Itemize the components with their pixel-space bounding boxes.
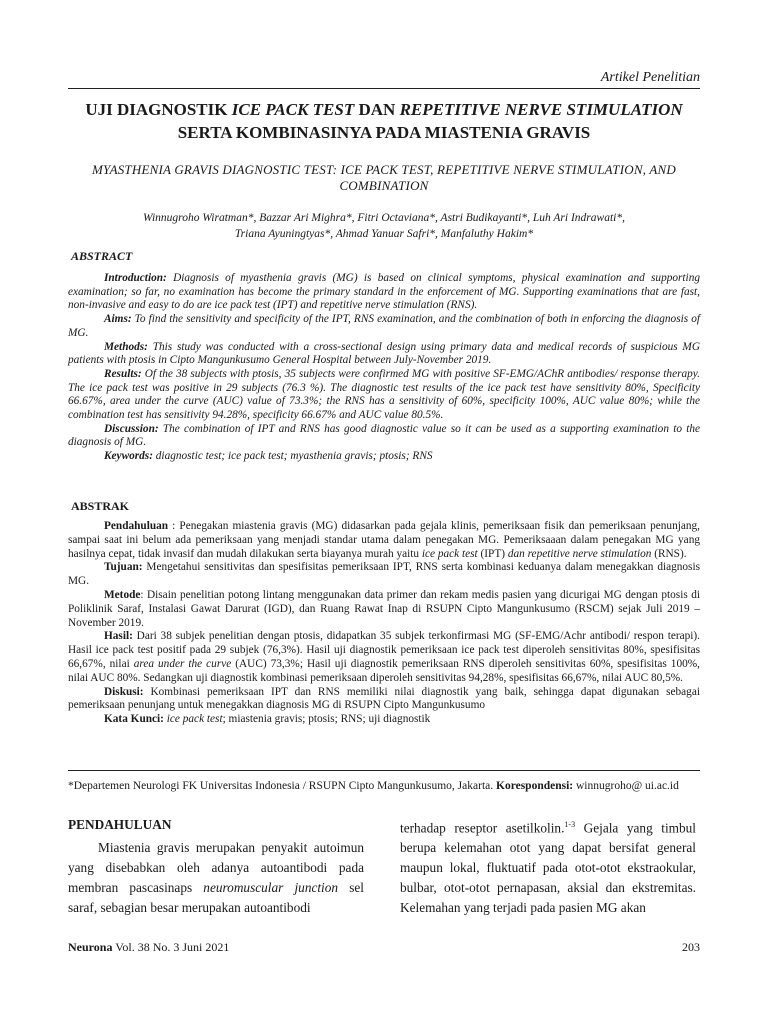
abstrak-kata-kunci: Kata Kunci: ice pack test; miastenia gravis; ptosis; RNS; uji diagnostik — [104, 713, 431, 726]
abstrak-hasil: Hasil: Dari 38 subjek penelitian dengan ptosis, didapatkan 35 subjek terkonfirmasi MG (SF-EMG/Achr antibodi/ respon terapi). Hasil ice pack test positif pada 29 subjek (76,3%). Hasil uji diagnostik pemeriksaan ice pack test diperoleh sensitivitas 80%, spesifisitas 66,67%, nilai area under the curve (AUC) 73,3%; Hasil uji diagnostik pemeriksaan RNS diperoleh sensitivitas 60%, spesifisitas 100%, nilai AUC 80%. Sedangkan uji diagnostik kombinasi pemeriksaan diperoleh sensitivitas 94,28%, spesifisitas 66,67%, nilai AUC 80,5%. — [68, 630, 700, 684]
abstract-discussion: Discussion: The combination of IPT and RNS has good diagnostic value so it can be used as a supporting examination to the diagnosis of MG. — [68, 422, 700, 449]
abstrak-tujuan: Tujuan: Mengetahui sensitivitas dan spesifisitas pemeriksaan IPT, RNS serta kombinasi keduanya dalam menegakkan diagnosis MG. — [68, 561, 700, 588]
article-type-label: Artikel Penelitian — [600, 70, 700, 85]
citation-superscript: 1-3 — [564, 820, 576, 829]
body-paragraph-left: Miastenia gravis merupakan penyakit autoimun yang disebabkan oleh adanya autoantibodi pada membran pascasinaps neuromuscular junction sel saraf, sebagian besar merupakan autoantibodi — [68, 840, 364, 915]
authors-line-2: Triana Ayuningtyas*, Ahmad Yanuar Safri*, Manfaluthy Hakim* — [234, 228, 534, 240]
page-number: 203 — [682, 940, 700, 954]
abstract-results: Results: Of the 38 subjects with ptosis, 35 subjects were confirmed MG with positive SF-EMG/AChR antibodies/ response therapy. The ice pack test was positive in 29 subjects (76.3 %). The diagnostic test results of the ice pack test have sensitivity 80%, Specificity 66.67%, area under the curve (AUC) value of 73.3%; the RNS has a sensitivity of 60%, specificity 100%, AUC value 80%; while the combination test has sensitivity 94.28%, specificity 66.67% and AUC value 80.5%. — [68, 367, 700, 422]
page-footer — [68, 940, 700, 955]
section-heading-pendahuluan: PENDAHULUAN — [68, 817, 172, 832]
journal-issue: Vol. 38 No. 3 Juni 2021 — [112, 940, 230, 954]
abstract-heading: ABSTRACT — [71, 249, 133, 263]
abstrak-indonesian — [68, 520, 700, 727]
body-column-left — [68, 815, 364, 918]
body-column-right — [400, 815, 696, 918]
abstrak-diskusi: Diskusi: Kombinasi pemeriksaan IPT dan RNS memiliki nilai diagnostik yang baik, sehingga dapat digunakan sebagai pemeriksaan penunjang untuk menegakkan diagnosis MG di RSUPN Cipto Mangunkusumo — [68, 685, 700, 712]
abstract-aims: Aims: To find the sensitivity and specificity of the IPT, RNS examination, and the combination of both in enforcing the diagnosis of MG. — [68, 313, 700, 339]
abstract-english — [68, 272, 700, 464]
journal-name: Neurona — [68, 940, 113, 954]
correspondence-email[interactable]: winnugroho@ ui.ac.id — [573, 780, 679, 792]
abstrak-heading: ABSTRAK — [71, 499, 130, 513]
author-list — [68, 210, 700, 242]
abstract-methods: Methods: This study was conducted with a cross-sectional design using primary data and medical records of suspicious MG patients with ptosis in Cipto Mangunkusumo General Hospital between July-November 2019. — [68, 340, 700, 367]
article-subtitle: MYASTHENIA GRAVIS DIAGNOSTIC TEST: ICE PACK TEST, REPETITIVE NERVE STIMULATION, AND COMBINATION — [92, 162, 676, 193]
body-paragraph-right: terhadap reseptor asetilkolin.$^{1-3}$ Gejala yang timbul berupa kelemahan otot yang dapat bersifat general maupun lokal, fluktuatif pada otot-otot ekstraokular, bulbar, otot-otot pernapasan, aksial dan ekstremitas. Kelemahan yang terjadi pada pasien MG akan — [400, 820, 696, 916]
abstract-introduction: Introduction: Diagnosis of myasthenia gravis (MG) is based on clinical symptoms, physical examination and supporting examination; so far, no examination has become the primary standard in the enforcement of MG. Supporting examinations that are fast, non-invasive and easy to do are ice pack test (IPT) and repetitive nerve stimulation (RNS). — [68, 272, 700, 312]
affiliation-footnote: *Departemen Neurologi FK Universitas Indonesia / RSUPN Cipto Mangunkusumo, Jakarta. Korespondensi: winnugroho@ ui.ac.id — [68, 780, 679, 792]
header-rule — [68, 88, 700, 89]
authors-line-1: Winnugroho Wiratman*, Bazzar Ari Mighra*, Fitri Octaviana*, Astri Budikayanti*, Luh Ari Indrawati*, — [143, 212, 625, 224]
article-title: UJI DIAGNOSTIK ICE PACK TEST DAN REPETITIVE NERVE STIMULATION SERTA KOMBINASINYA PADA MIASTENIA GRAVIS — [85, 100, 683, 142]
abstrak-pendahuluan: Pendahuluan : Penegakan miastenia gravis (MG) didasarkan pada gejala klinis, pemeriksaan fisik dan pemeriksaan penunjang, sampai saat ini belum ada pemeriksaan yang menjadi standar utama dalam penegakan MG. Pemeriksaaan dalam penegakan MG yang hasilnya cepat, tidak invasif dan mudah dilakukan serta biayanya murah yaitu ice pack test (IPT) dan repetitive nerve stimulation (RNS). — [68, 520, 700, 560]
footnote-rule — [68, 770, 700, 771]
abstrak-metode: Metode: Disain penelitian potong lintang menggunakan data primer dan rekam medis pasien yang dicurigai MG dengan ptosis di Poliklinik Saraf, Instalasi Gawat Darurat (IGD), dan Ruang Rawat Inap di RSUPN Cipto Mangunkusumo (RSCM) sejak Juli 2019 – November 2019. — [68, 588, 700, 629]
abstract-keywords: Keywords: diagnostic test; ice pack test; myasthenia gravis; ptosis; RNS — [104, 450, 433, 463]
